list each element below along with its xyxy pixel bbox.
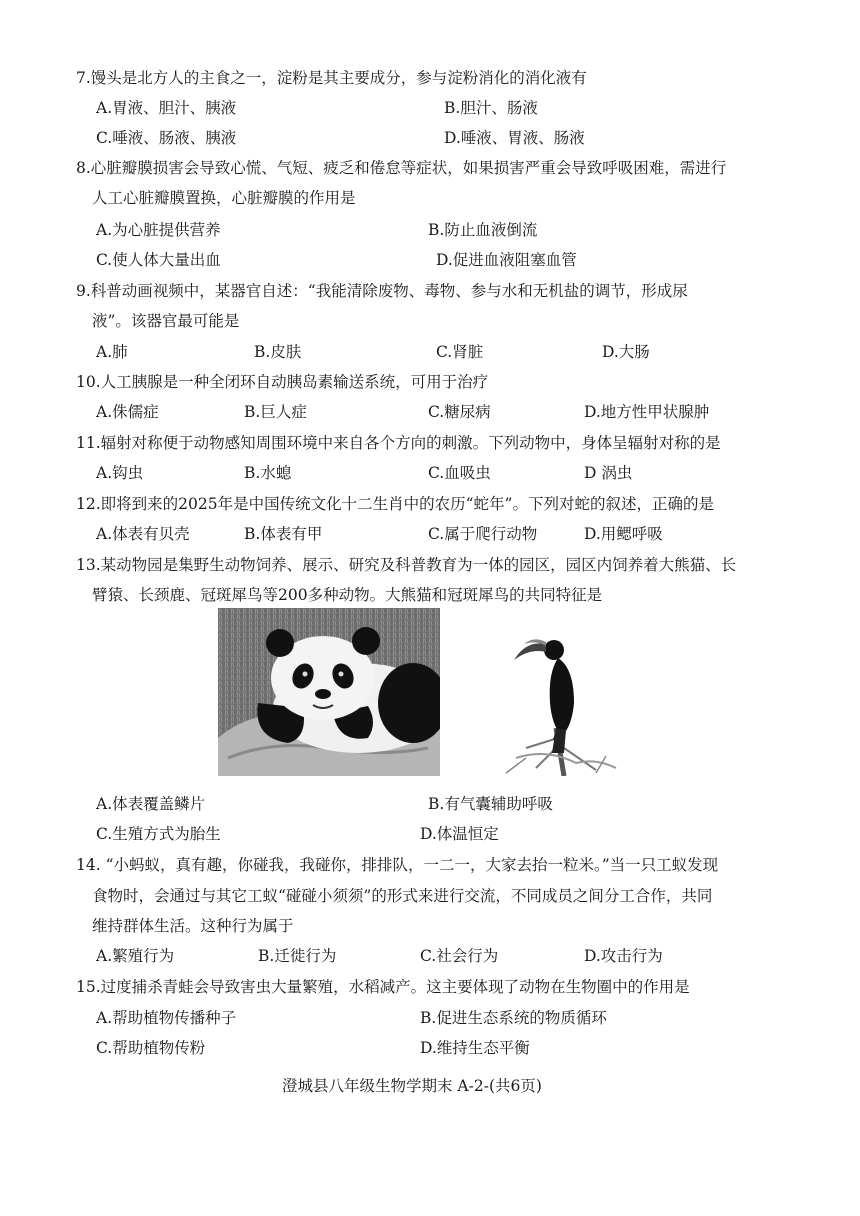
question-7-stem: 7.馒头是北方人的主食之一，淀粉是其主要成分，参与淀粉消化的消化液有	[76, 69, 587, 87]
question-14-stem-line-2: 食物时，会通过与其它工蚁“碰碰小须须”的形式来进行交流，不同成员之间分工合作，共同	[92, 887, 713, 905]
question-15-option-b: B.促进生态系统的物质循环	[420, 1009, 607, 1027]
question-8-stem-line-2: 人工心脏瓣膜置换，心脏瓣膜的作用是	[92, 189, 356, 207]
question-8-option-b: B.防止血液倒流	[428, 221, 538, 239]
question-10-option-a: A.侏儒症	[96, 403, 159, 421]
question-11-option-d: D 涡虫	[584, 464, 633, 482]
question-11-option-b: B.水螅	[244, 464, 292, 482]
question-12-stem: 12.即将到来的2025年是中国传统文化十二生肖中的农历“蛇年”。下列对蛇的叙述，正确的是	[76, 495, 714, 513]
question-14-option-a: A.繁殖行为	[96, 947, 175, 965]
question-9-stem-line-2: 液”。该器官最可能是	[92, 312, 240, 330]
question-8-stem-line-1: 8.心脏瓣膜损害会导致心慌、气短、疲乏和倦怠等症状，如果损害严重会导致呼吸困难，需进行	[76, 159, 727, 177]
panda-photo	[218, 608, 440, 776]
hornbill-photo	[446, 608, 642, 776]
question-10-option-c: C.糖尿病	[428, 403, 491, 421]
question-9-option-d: D.大肠	[602, 343, 650, 361]
question-13-stem-line-1: 13.某动物园是集野生动物饲养、展示、研究及科普教育为一体的园区，园区内饲养着大熊猫、长	[76, 556, 737, 574]
question-12-option-c: C.属于爬行动物	[428, 525, 538, 543]
question-12-option-a: A.体表有贝壳	[96, 525, 190, 543]
question-9-stem-line-1: 9.科普动画视频中，某器官自述：“我能清除废物、毒物、参与水和无机盐的调节，形成尿	[76, 282, 688, 300]
question-10-option-d: D.地方性甲状腺肿	[584, 403, 710, 421]
question-15-option-d: D.维持生态平衡	[420, 1039, 530, 1057]
question-11-stem: 11.辐射对称便于动物感知周围环境中来自各个方向的刺激。下列动物中，身体呈辐射对称的是	[76, 434, 721, 452]
question-11-option-a: A.钩虫	[96, 464, 144, 482]
question-10-stem: 10.人工胰腺是一种全闭环自动胰岛素输送系统，可用于治疗	[76, 373, 489, 391]
question-9-option-b: B.皮肤	[254, 343, 302, 361]
question-9-option-c: C.肾脏	[436, 343, 484, 361]
question-7-option-b: B.胆汁、肠液	[444, 99, 538, 117]
question-8-option-c: C.使人体大量出血	[96, 251, 221, 269]
page-footer: 澄城县八年级生物学期末 A-2-(共6页)	[282, 1077, 542, 1095]
question-12-option-d: D.用鳃呼吸	[584, 525, 663, 543]
question-13-stem-line-2: 臂猿、长颈鹿、冠斑犀鸟等200多种动物。大熊猫和冠斑犀鸟的共同特征是	[92, 586, 603, 604]
question-8-option-a: A.为心脏提供营养	[96, 221, 221, 239]
question-13-option-b: B.有气囊辅助呼吸	[428, 795, 553, 813]
question-14-stem-line-3: 维持群体生活。这种行为属于	[92, 917, 294, 935]
question-10-option-b: B.巨人症	[244, 403, 307, 421]
question-7-option-c: C.唾液、肠液、胰液	[96, 129, 237, 147]
question-11-option-c: C.血吸虫	[428, 464, 491, 482]
question-7-option-d: D.唾液、胃液、肠液	[444, 129, 585, 147]
question-9-option-a: A.肺	[96, 343, 128, 361]
question-15-stem: 15.过度捕杀青蛙会导致害虫大量繁殖，水稻减产。这主要体现了动物在生物圈中的作用是	[76, 978, 690, 996]
question-15-option-a: A.帮助植物传播种子	[96, 1009, 237, 1027]
question-14-option-d: D.攻击行为	[584, 947, 663, 965]
question-13-option-d: D.体温恒定	[420, 825, 499, 843]
question-15-option-c: C.帮助植物传粉	[96, 1039, 206, 1057]
question-13-option-c: C.生殖方式为胎生	[96, 825, 221, 843]
question-14-option-c: C.社会行为	[420, 947, 499, 965]
question-8-option-d: D.促进血液阻塞血管	[436, 251, 577, 269]
question-7-option-a: A.胃液、胆汁、胰液	[96, 99, 237, 117]
question-12-option-b: B.体表有甲	[244, 525, 323, 543]
question-14-stem-line-1: 14. “小蚂蚁，真有趣，你碰我，我碰你，排排队，一二一，大家去抬一粒米。”当一只工蚁发现	[76, 856, 719, 874]
question-13-option-a: A.体表覆盖鳞片	[96, 795, 206, 813]
question-14-option-b: B.迁徙行为	[258, 947, 337, 965]
